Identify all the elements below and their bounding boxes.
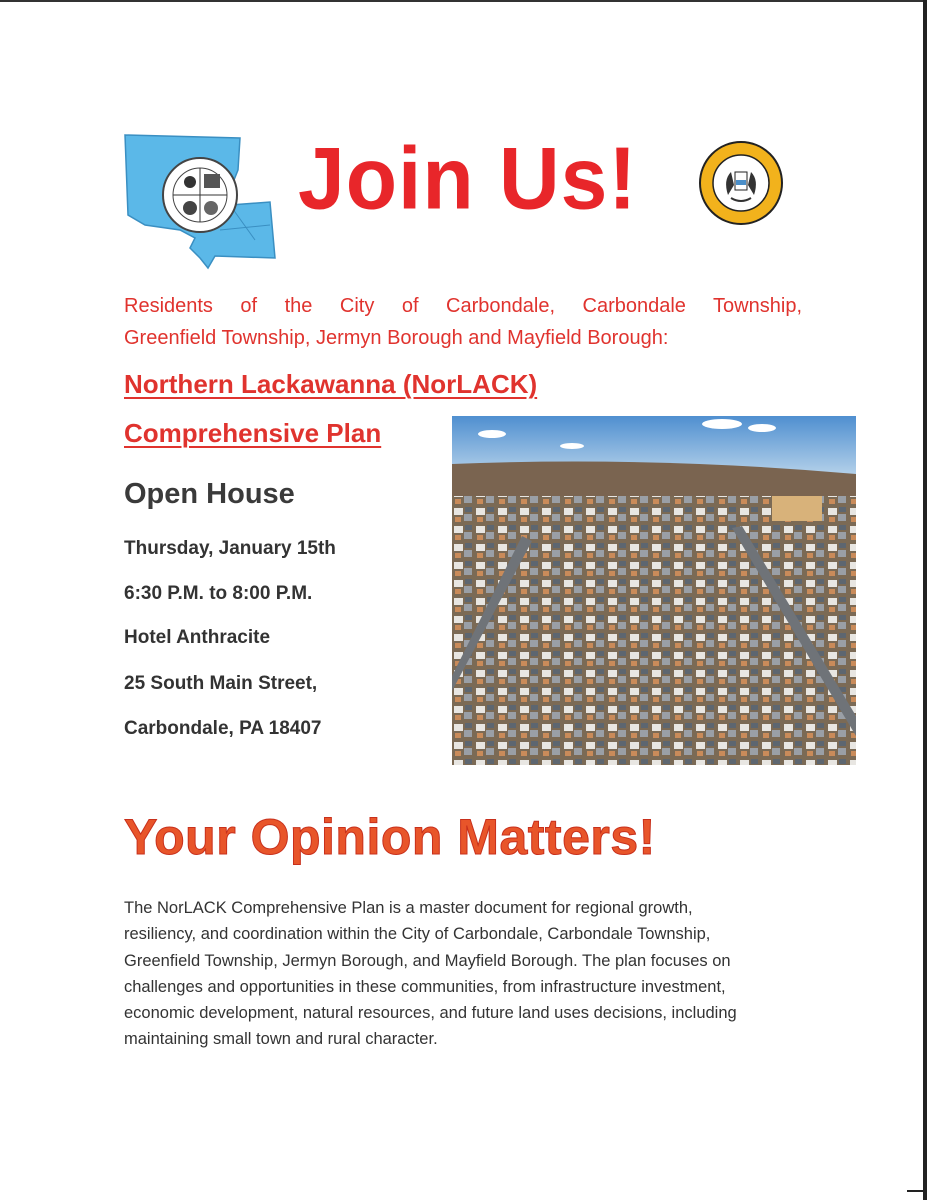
event-street: 25 South Main Street, <box>124 673 318 694</box>
intro-text <box>124 290 802 354</box>
event-venue: Hotel Anthracite <box>124 627 271 648</box>
plan-description: The NorLACK Comprehensive Plan is a master document for regional growth, resiliency, and coordination within the City of Carbondale, Carbondale Township, Greenfield Township, Jermyn Borough, and Mayfield Borough. The plan focuses on challenges and opportunities in these communities, from infrastructure investment, economic development, natural resources, and future land uses decisions, including maintaining small town and rural character. <box>124 899 737 1049</box>
intro-line-2: Greenfield Township, Jermyn Borough and Mayfield Borough: <box>124 327 669 349</box>
event-city: Carbondale, PA 18407 <box>124 718 322 739</box>
event-time: 6:30 P.M. to 8:00 P.M. <box>124 583 313 604</box>
event-date: Thursday, January 15th <box>124 538 336 559</box>
intro-line-1: Residents of the City of Carbondale, Carbondale Township, <box>124 295 802 317</box>
plan-title-line-2: Comprehensive Plan <box>124 418 382 448</box>
opinion-heading: Your Opinion Matters! <box>124 809 656 865</box>
page-title: Join Us! <box>298 128 638 228</box>
scan-edge-top <box>0 0 927 2</box>
plan-title-line-1: Northern Lackawanna (NorLACK) <box>124 369 538 399</box>
scan-edge-mark <box>907 1190 927 1192</box>
aerial-town-photo <box>452 416 856 765</box>
event-title: Open House <box>124 478 295 510</box>
scan-edge-right <box>923 0 927 1200</box>
lackawanna-county-seal <box>698 140 784 226</box>
norlack-planning-association-logo <box>120 130 280 272</box>
